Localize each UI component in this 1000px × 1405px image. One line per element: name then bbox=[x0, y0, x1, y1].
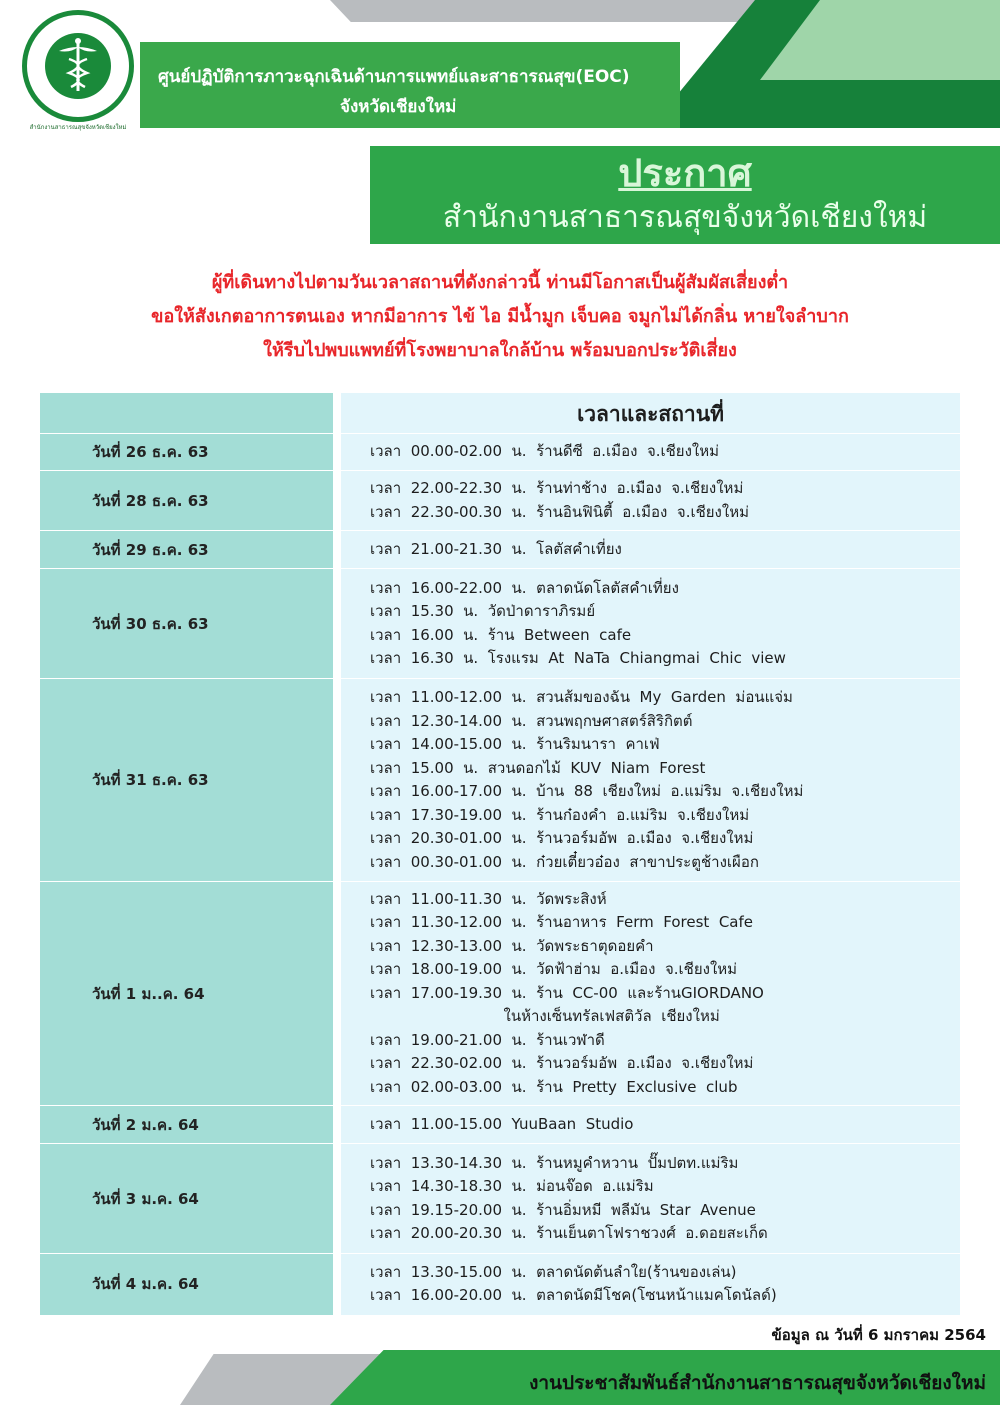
table-row bbox=[40, 530, 960, 568]
visit-entry: เวลา 22.30-00.30 น. ร้านอินฟินิตี้ อ.เมือง จ.เชียงใหม่ bbox=[370, 502, 749, 521]
row-date: วันที่ 28 ธ.ค. 63 bbox=[92, 491, 209, 510]
table-row bbox=[40, 881, 960, 1105]
row-details bbox=[370, 434, 719, 470]
schedule-table bbox=[40, 393, 960, 1315]
visit-entry: เวลา 11.00-12.00 น. สวนส้มของฉัน My Garden ม่อนแจ่ม bbox=[370, 688, 793, 706]
visit-entry: เวลา 00.00-02.00 น. ร้านดีซี อ.เมือง จ.เชียงใหม่ bbox=[370, 442, 720, 461]
visit-entry: เวลา 13.30-14.30 น. ร้านหมูคำหวาน ปั๊มปตท.แม่ริม bbox=[370, 1153, 739, 1172]
visit-entry: เวลา 14.00-15.00 น. ร้านริมนารา คาเฟ่ bbox=[370, 735, 660, 753]
visit-entry: เวลา 17.30-19.00 น. ร้านก๋องคำ อ.แม่ริม จ.เชียงใหม่ bbox=[370, 805, 750, 824]
visit-entry: เวลา 15.00 น. สวนดอกไม้ KUV Niam Forest bbox=[370, 758, 706, 777]
logo-caption: สำนักงานสาธารณสุขจังหวัดเชียงใหม่ bbox=[29, 124, 127, 131]
announcement-title: ประกาศ bbox=[618, 151, 752, 195]
visit-entry: เวลา 16.00 น. ร้าน Between cafe bbox=[370, 625, 632, 644]
table-header: เวลาและสถานที่ bbox=[577, 402, 724, 426]
visit-entry: เวลา 16.00-22.00 น. ตลาดนัดโลตัสคำเที่ยง bbox=[370, 578, 679, 597]
data-as-of: ข้อมูล ณ วันที่ 6 มกราคม 2564 bbox=[771, 1326, 986, 1344]
visit-entry: เวลา 22.00-22.30 น. ร้านท่าช้าง อ.เมือง จ.เชียงใหม่ bbox=[370, 479, 744, 497]
visit-entry: เวลา 11.00-11.30 น. วัดพระสิงห์ bbox=[370, 889, 607, 908]
ministry-logo bbox=[18, 10, 138, 140]
table-row bbox=[40, 470, 960, 530]
visit-entry: เวลา 15.30 น. วัดป่าดาราภิรมย์ bbox=[370, 602, 596, 620]
eoc-province: จังหวัดเชียงใหม่ bbox=[340, 97, 457, 117]
table-row bbox=[40, 1253, 960, 1314]
visit-entry: เวลา 14.30-18.30 น. ม่อนจ๊อด อ.แม่ริม bbox=[370, 1177, 654, 1195]
row-date: วันที่ 26 ธ.ค. 63 bbox=[92, 443, 209, 461]
visit-entry: เวลา 16.30 น. โรงแรม At NaTa Chiangmai Chic view bbox=[370, 649, 786, 667]
caduceus-icon bbox=[45, 33, 111, 99]
visit-entry: เวลา 17.00-19.30 น. ร้าน CC-00 และร้านGIORDANO bbox=[370, 983, 764, 1002]
logo-seal bbox=[22, 10, 134, 122]
visit-entry: เวลา 20.00-20.30 น. ร้านเย็นตาโฟราชวงศ์ อ.ดอยสะเก็ด bbox=[370, 1224, 768, 1242]
visit-entry: เวลา 21.00-21.30 น. โลตัสคำเที่ยง bbox=[370, 539, 622, 558]
row-details bbox=[370, 882, 764, 1105]
row-date: วันที่ 2 ม.ค. 64 bbox=[92, 1115, 199, 1134]
risk-notice bbox=[0, 266, 1000, 368]
notice-line-2: ขอให้สังเกตอาการตนเอง หากมีอาการ ไข้ ไอ มีน้ำมูก เจ็บคอ จมูกไม่ได้กลิ่น หายใจลำบาก bbox=[151, 306, 849, 327]
visit-entry: เวลา 12.30-13.00 น. วัดพระธาตุดอยคำ bbox=[370, 936, 654, 955]
row-details bbox=[370, 1106, 633, 1143]
row-details bbox=[370, 679, 803, 881]
visit-entry: เวลา 13.30-15.00 น. ตลาดนัดต้นลำใย(ร้านของเล่น) bbox=[370, 1262, 737, 1281]
row-date: วันที่ 1 ม..ค. 64 bbox=[92, 984, 205, 1003]
table-row bbox=[40, 433, 960, 470]
visit-entry: ในห้างเซ็นทรัลเฟสติวัล เชียงใหม่ bbox=[370, 1007, 720, 1026]
footer-credit: งานประชาสัมพันธ์สำนักงานสาธารณสุขจังหวัดเชียงใหม่ bbox=[529, 1372, 986, 1394]
row-details bbox=[370, 531, 622, 568]
announcement-title-box bbox=[370, 146, 1000, 244]
table-row bbox=[40, 1143, 960, 1253]
visit-entry: เวลา 18.00-19.00 น. วัดฟ้าฮ่าม อ.เมือง จ.เชียงใหม่ bbox=[370, 960, 738, 979]
table-row bbox=[40, 568, 960, 678]
table-row bbox=[40, 678, 960, 881]
visit-entry: เวลา 22.30-02.00 น. ร้านวอร์มอัพ อ.เมือง จ.เชียงใหม่ bbox=[370, 1054, 754, 1073]
row-details bbox=[370, 471, 749, 530]
visit-entry: เวลา 16.00-17.00 น. บ้าน 88 เชียงใหม่ อ.แม่ริม จ.เชียงใหม่ bbox=[370, 782, 804, 800]
row-date: วันที่ 30 ธ.ค. 63 bbox=[92, 614, 209, 633]
row-details bbox=[370, 1144, 768, 1253]
visit-entry: เวลา 19.00-21.00 น. ร้านเวฬาดี bbox=[370, 1030, 605, 1049]
visit-entry: เวลา 20.30-01.00 น. ร้านวอร์มอัพ อ.เมือง จ.เชียงใหม่ bbox=[370, 829, 754, 847]
visit-entry: เวลา 19.15-20.00 น. ร้านอิ่มหมี พลีมัน Star Avenue bbox=[370, 1200, 756, 1219]
row-date: วันที่ 3 ม.ค. 64 bbox=[92, 1189, 199, 1208]
notice-line-1: ผู้ที่เดินทางไปตามวันเวลาสถานที่ดังกล่าวนี้ ท่านมีโอกาสเป็นผู้สัมผัสเสี่ยงต่ำ bbox=[211, 272, 789, 293]
visit-entry: เวลา 16.00-20.00 น. ตลาดนัดมีโชค(โซนหน้าแมคโดนัลด์) bbox=[370, 1286, 777, 1304]
visit-entry: เวลา 00.30-01.00 น. ก๋วยเตี๋ยวอ๋อง สาขาประตูช้างเผือก bbox=[370, 852, 759, 871]
row-date: วันที่ 4 ม.ค. 64 bbox=[92, 1275, 199, 1293]
row-details bbox=[370, 1254, 777, 1314]
visit-entry: เวลา 11.00-15.00 YuuBaan Studio bbox=[370, 1114, 634, 1133]
visit-entry: เวลา 11.30-12.00 น. ร้านอาหาร Ferm Forest Cafe bbox=[370, 913, 753, 932]
row-date: วันที่ 29 ธ.ค. 63 bbox=[92, 540, 209, 559]
eoc-title: ศูนย์ปฏิบัติการภาวะฉุกเฉินด้านการแพทย์และสาธารณสุข(EOC) bbox=[158, 67, 630, 87]
table-row bbox=[40, 1105, 960, 1143]
visit-entry: เวลา 02.00-03.00 น. ร้าน Pretty Exclusive club bbox=[370, 1077, 738, 1096]
row-date: วันที่ 31 ธ.ค. 63 bbox=[92, 771, 209, 789]
row-details bbox=[370, 569, 786, 678]
notice-line-3: ให้รีบไปพบแพทย์ที่โรงพยาบาลใกล้บ้าน พร้อมบอกประวัติเสี่ยง bbox=[263, 340, 737, 361]
visit-entry: เวลา 12.30-14.00 น. สวนพฤกษศาสตร์สิริกิตต์ bbox=[370, 711, 693, 730]
announcement-issuer: สำนักงานสาธารณสุขจังหวัดเชียงใหม่ bbox=[442, 200, 928, 235]
